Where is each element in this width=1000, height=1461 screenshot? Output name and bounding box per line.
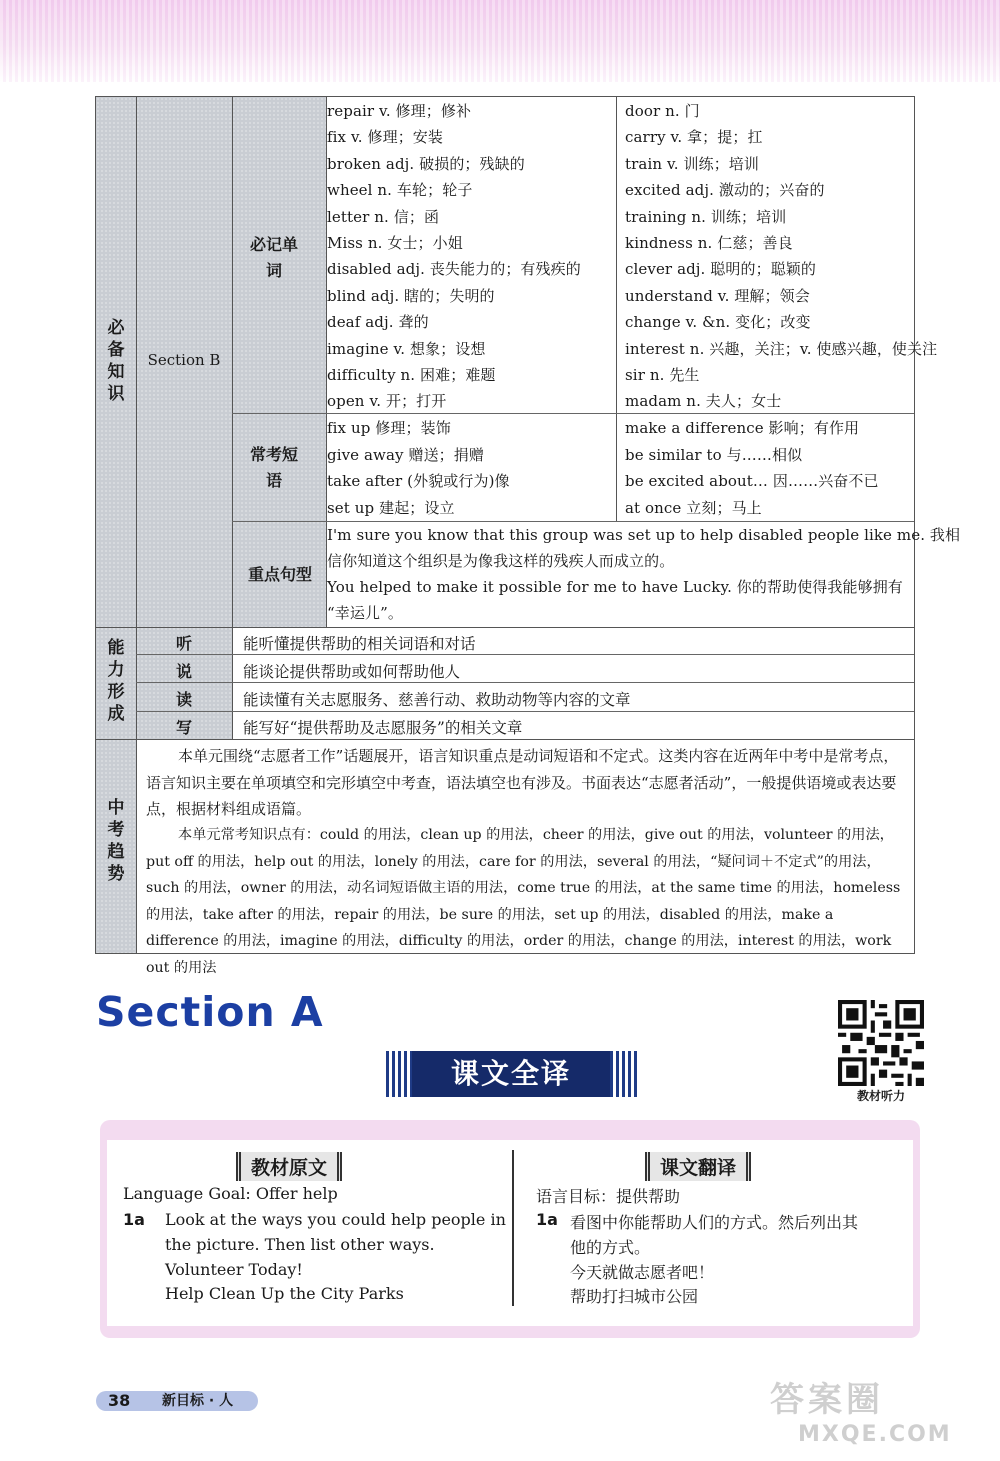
- qr-code-label: 教材听力: [856, 1089, 905, 1103]
- instruction-en-line-1: Look at the ways you could help people in: [165, 1210, 506, 1229]
- skill-description: 能读懂有关志愿服务、慈善行动、救助动物等内容的文章: [243, 691, 631, 709]
- translation-tag: 课文翻译: [645, 1152, 751, 1181]
- full-translation-banner: [386, 1051, 636, 1097]
- label-exam-trend: 中考趋势: [107, 798, 125, 884]
- vocab-item: kindness n. 仁慈；善良: [625, 234, 793, 252]
- panel-divider: [512, 1150, 514, 1306]
- section-b-label: Section B: [147, 351, 221, 369]
- skill-name: 说: [175, 662, 192, 681]
- phrase-item: take after (外貌或行为)像: [327, 472, 510, 490]
- sentence-line: 信你知道这个组织是为像我这样的残疾人而成立的。: [327, 552, 675, 570]
- watermark-url: MXQE.COM: [798, 1422, 952, 1447]
- sentence-line: You helped to make it possible for me to have Lucky. 你的帮助使得我能够拥有: [327, 578, 903, 596]
- vocab-item: disabled adj. 丧失能力的；有残疾的: [327, 260, 581, 279]
- vocab-item: training n. 训练；培训: [625, 207, 787, 226]
- trend-paragraph-1: 本单元围绕“志愿者工作”话题展开，语言知识重点是动词短语和不定式。这类内容在近两年中考中是常考点，语言知识主要在单项填空和完形填空中考查，语法填空也有涉及。书面表达“志愿者活动”，一般提供语境或表达要点，根据材料组成语篇。: [146, 747, 899, 818]
- vocab-item: fix v. 修理；安装: [327, 128, 444, 147]
- sentence-line: “幸运儿”。: [327, 604, 403, 622]
- phrase-item: fix up 修理；装饰: [327, 419, 451, 437]
- vocab-item: imagine v. 想象；设想: [327, 339, 486, 358]
- vocab-item: clever adj. 聪明的；聪颖的: [625, 260, 816, 279]
- vocab-item: difficulty n. 困难；难题: [327, 366, 496, 384]
- unit-summary-table: [95, 96, 961, 976]
- skill-description: 能写好“提供帮助及志愿服务”的相关文章: [243, 719, 523, 737]
- instruction-cn-line-2: 他的方式。: [570, 1238, 651, 1257]
- phrase-category-label: 常考短语: [249, 445, 298, 490]
- phrase-item: give away 赠送；捐赠: [327, 445, 484, 464]
- skill-description: 能谈论提供帮助或如何帮助他人: [243, 663, 461, 681]
- phrase-item: set up 建起；设立: [327, 498, 455, 517]
- top-decorative-band: [0, 0, 1000, 82]
- skill-name: 写: [175, 718, 192, 737]
- vocab-item: train v. 训练；培训: [625, 154, 759, 173]
- phrase-item: at once 立刻；马上: [625, 498, 762, 517]
- vocab-item: interest n. 兴趣，关注；v. 使感兴趣，使关注: [625, 339, 938, 358]
- vocab-item: madam n. 夫人；女士: [625, 392, 782, 411]
- language-goal-en: Language Goal: Offer help: [123, 1184, 338, 1203]
- watermark-logo: 答案圈: [770, 1380, 884, 1420]
- vocab-item: change v. &n. 变化；改变: [625, 313, 811, 332]
- exercise-number-en: 1a: [123, 1210, 145, 1229]
- qr-code-icon[interactable]: [838, 1000, 924, 1086]
- phrase-item: be similar to 与……相似: [625, 445, 803, 464]
- clean-parks-cn: 帮助打扫城市公园: [570, 1287, 699, 1306]
- vocab-category-label: 必记单词: [249, 235, 298, 280]
- vocab-item: deaf adj. 聋的: [327, 313, 429, 332]
- vocab-item: excited adj. 激动的；兴奋的: [625, 181, 825, 200]
- volunteer-today-en: Volunteer Today!: [165, 1260, 303, 1279]
- category-column: [232, 97, 326, 627]
- volunteer-today-cn: 今天就做志愿者吧！: [570, 1263, 715, 1282]
- exercise-number-cn: 1a: [536, 1210, 558, 1229]
- vocab-item: repair v. 修理；修补: [327, 102, 472, 120]
- clean-parks-en: Help Clean Up the City Parks: [165, 1284, 404, 1303]
- vocab-item: broken adj. 破损的；残缺的: [327, 154, 525, 173]
- vocab-item: wheel n. 车轮；轮子: [327, 181, 473, 200]
- vocab-item: blind adj. 瞎的；失明的: [327, 286, 495, 305]
- vocab-item: sir n. 先生: [625, 366, 700, 384]
- page-number: 38: [108, 1391, 131, 1410]
- label-required-knowledge: 必备知识: [107, 318, 125, 404]
- vocab-item: open v. 开；打开: [327, 392, 447, 411]
- instruction-en-line-2: the picture. Then list other ways.: [165, 1235, 435, 1254]
- skill-description: 能听懂提供帮助的相关词语和对话: [243, 635, 476, 653]
- phrase-item: be excited about… 因……兴奋不已: [625, 472, 879, 490]
- book-name: 新目标 · 人: [162, 1393, 234, 1409]
- vocab-item: understand v. 理解；领会: [625, 286, 810, 305]
- vocab-item: door n. 门: [625, 102, 700, 120]
- vocab-item: carry v. 拿；提；扛: [625, 128, 763, 147]
- sentence-line: I'm sure you know that this group was set up to help disabled people like me. 我相: [327, 526, 961, 544]
- label-ability: 能力形成: [107, 638, 125, 724]
- original-text-tag: 教材原文: [236, 1152, 342, 1181]
- page-footer: [96, 1391, 258, 1411]
- banner-label: 课文全译: [412, 1051, 610, 1097]
- instruction-cn-line-1: 看图中你能帮助人们的方式。然后列出其: [570, 1213, 859, 1232]
- skill-name: 听: [175, 634, 192, 653]
- vocab-item: Miss n. 女士；小姐: [327, 234, 463, 252]
- sentence-category-label: 重点句型: [247, 565, 312, 584]
- phrase-item: make a difference 影响；有作用: [625, 419, 860, 437]
- section-a-title: Section A: [96, 988, 324, 1036]
- skill-name: 读: [175, 690, 192, 709]
- trend-paragraph-2: 本单元常考知识点有：could 的用法，clean up 的用法，cheer 的用法，give out 的用法，volunteer 的用法，put off 的用法，help out 的用法，lonely 的用法，care for 的用法，several 的用法，“疑问词＋不定式”的用法，such 的用法，owner 的用法，动名词短语做主语的用法，come true 的用法，at the same time 的用法，homeless 的用法，take after 的用法，repair 的用法，be sure 的用法，set up 的用法，disabled 的用法，make a difference 的用法，imagine 的用法，difficulty 的用法，order 的用法，change 的用法，interest 的用法，work out 的用法: [146, 827, 901, 976]
- language-goal-cn: 语言目标：提供帮助: [536, 1187, 681, 1206]
- vocab-item: letter n. 信；函: [327, 207, 440, 226]
